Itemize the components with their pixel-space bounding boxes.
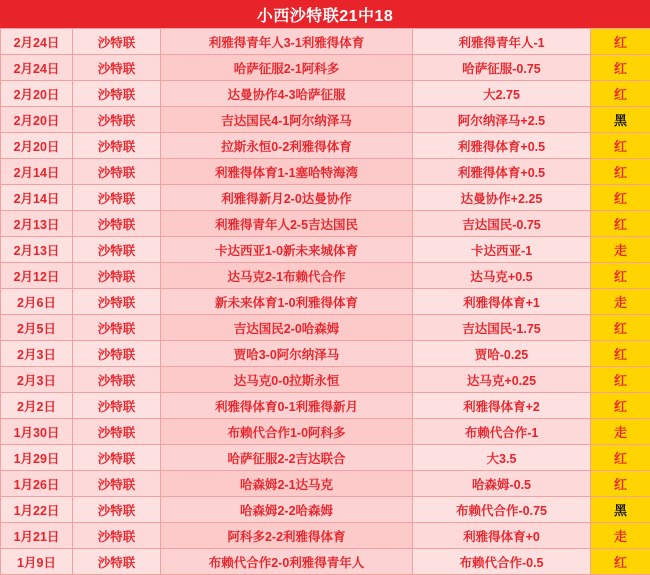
cell-date: 1月22日 (1, 497, 73, 523)
cell-league: 沙特联 (73, 237, 161, 263)
table-row (1, 133, 650, 159)
cell-league: 沙特联 (73, 393, 161, 419)
cell-handicap: 哈森姆-0.5 (413, 471, 591, 497)
cell-league: 沙特联 (73, 549, 161, 575)
cell-date: 2月3日 (1, 341, 73, 367)
status-badge: 红 (591, 133, 650, 159)
cell-match: 卡达西亚1-0新未来城体育 (161, 237, 413, 263)
cell-league: 沙特联 (73, 81, 161, 107)
cell-league: 沙特联 (73, 289, 161, 315)
cell-match: 利雅得体育1-1塞哈特海湾 (161, 159, 413, 185)
status-badge: 红 (591, 445, 650, 471)
table-row (1, 497, 650, 523)
cell-handicap: 布赖代合作-0.75 (413, 497, 591, 523)
table-row (1, 549, 650, 575)
status-badge: 走 (591, 419, 650, 445)
table-row (1, 445, 650, 471)
status-badge: 红 (591, 81, 650, 107)
cell-league: 沙特联 (73, 341, 161, 367)
cell-handicap: 阿尔纳泽马+2.5 (413, 107, 591, 133)
cell-match: 吉达国民2-0哈森姆 (161, 315, 413, 341)
table-body (1, 29, 650, 575)
cell-date: 2月20日 (1, 133, 73, 159)
cell-match: 哈森姆2-2哈森姆 (161, 497, 413, 523)
table-row (1, 29, 650, 55)
cell-handicap: 利雅得体育+0 (413, 523, 591, 549)
table-row (1, 289, 650, 315)
cell-match: 新未来体育1-0利雅得体育 (161, 289, 413, 315)
cell-handicap: 贾哈-0.25 (413, 341, 591, 367)
cell-date: 2月13日 (1, 211, 73, 237)
cell-match: 贾哈3-0阿尔纳泽马 (161, 341, 413, 367)
cell-match: 布赖代合作1-0阿科多 (161, 419, 413, 445)
cell-handicap: 达马克+0.25 (413, 367, 591, 393)
cell-match: 阿科多2-2利雅得体育 (161, 523, 413, 549)
table-row (1, 471, 650, 497)
table-row (1, 341, 650, 367)
table-row (1, 211, 650, 237)
cell-league: 沙特联 (73, 367, 161, 393)
status-badge: 红 (591, 263, 650, 289)
cell-league: 沙特联 (73, 159, 161, 185)
cell-match: 布赖代合作2-0利雅得青年人 (161, 549, 413, 575)
cell-date: 1月29日 (1, 445, 73, 471)
cell-handicap: 利雅得体育+1 (413, 289, 591, 315)
cell-date: 1月26日 (1, 471, 73, 497)
table-row (1, 315, 650, 341)
cell-match: 利雅得青年人3-1利雅得体育 (161, 29, 413, 55)
cell-date: 1月30日 (1, 419, 73, 445)
cell-date: 2月3日 (1, 367, 73, 393)
status-badge: 红 (591, 315, 650, 341)
status-badge: 红 (591, 29, 650, 55)
cell-match: 拉斯永恒0-2利雅得体育 (161, 133, 413, 159)
cell-date: 2月14日 (1, 159, 73, 185)
cell-league: 沙特联 (73, 107, 161, 133)
status-badge: 黑 (591, 107, 650, 133)
status-badge: 红 (591, 55, 650, 81)
table-row (1, 185, 650, 211)
cell-handicap: 哈萨征服-0.75 (413, 55, 591, 81)
cell-match: 利雅得青年人2-5吉达国民 (161, 211, 413, 237)
table-row (1, 419, 650, 445)
cell-handicap: 利雅得体育+0.5 (413, 133, 591, 159)
cell-date: 2月13日 (1, 237, 73, 263)
status-badge: 红 (591, 341, 650, 367)
cell-handicap: 卡达西亚-1 (413, 237, 591, 263)
status-badge: 红 (591, 471, 650, 497)
cell-match: 哈萨征服2-1阿科多 (161, 55, 413, 81)
cell-match: 哈萨征服2-2吉达联合 (161, 445, 413, 471)
status-badge: 红 (591, 549, 650, 575)
cell-date: 1月21日 (1, 523, 73, 549)
table-row (1, 237, 650, 263)
match-records-table (0, 28, 650, 575)
cell-handicap: 布赖代合作-0.5 (413, 549, 591, 575)
cell-match: 达马克2-1布赖代合作 (161, 263, 413, 289)
table-row (1, 81, 650, 107)
cell-handicap: 大3.5 (413, 445, 591, 471)
cell-league: 沙特联 (73, 471, 161, 497)
cell-handicap: 吉达国民-1.75 (413, 315, 591, 341)
cell-date: 2月5日 (1, 315, 73, 341)
table-row (1, 107, 650, 133)
table-row (1, 367, 650, 393)
cell-league: 沙特联 (73, 497, 161, 523)
status-badge: 走 (591, 523, 650, 549)
status-badge: 红 (591, 393, 650, 419)
status-badge: 红 (591, 185, 650, 211)
table-row (1, 393, 650, 419)
cell-league: 沙特联 (73, 55, 161, 81)
cell-date: 2月20日 (1, 107, 73, 133)
cell-handicap: 达马克+0.5 (413, 263, 591, 289)
cell-handicap: 利雅得青年人-1 (413, 29, 591, 55)
status-badge: 红 (591, 159, 650, 185)
cell-league: 沙特联 (73, 211, 161, 237)
cell-date: 2月24日 (1, 55, 73, 81)
cell-date: 2月6日 (1, 289, 73, 315)
cell-handicap: 达曼协作+2.25 (413, 185, 591, 211)
cell-match: 吉达国民4-1阿尔纳泽马 (161, 107, 413, 133)
cell-handicap: 吉达国民-0.75 (413, 211, 591, 237)
cell-match: 利雅得体育0-1利雅得新月 (161, 393, 413, 419)
table-row (1, 263, 650, 289)
status-badge: 黑 (591, 497, 650, 523)
cell-match: 达曼协作4-3哈萨征服 (161, 81, 413, 107)
cell-league: 沙特联 (73, 185, 161, 211)
cell-date: 2月20日 (1, 81, 73, 107)
cell-match: 利雅得新月2-0达曼协作 (161, 185, 413, 211)
cell-league: 沙特联 (73, 133, 161, 159)
cell-league: 沙特联 (73, 315, 161, 341)
table-row (1, 159, 650, 185)
cell-date: 1月9日 (1, 549, 73, 575)
cell-date: 2月24日 (1, 29, 73, 55)
cell-league: 沙特联 (73, 445, 161, 471)
cell-handicap: 利雅得体育+2 (413, 393, 591, 419)
table-row (1, 523, 650, 549)
cell-date: 2月12日 (1, 263, 73, 289)
cell-handicap: 布赖代合作-1 (413, 419, 591, 445)
status-badge: 红 (591, 367, 650, 393)
status-badge: 红 (591, 211, 650, 237)
cell-league: 沙特联 (73, 29, 161, 55)
cell-handicap: 利雅得体育+0.5 (413, 159, 591, 185)
status-badge: 走 (591, 289, 650, 315)
cell-league: 沙特联 (73, 419, 161, 445)
cell-handicap: 大2.75 (413, 81, 591, 107)
cell-match: 哈森姆2-1达马克 (161, 471, 413, 497)
cell-league: 沙特联 (73, 263, 161, 289)
cell-match: 达马克0-0拉斯永恒 (161, 367, 413, 393)
cell-league: 沙特联 (73, 523, 161, 549)
table-row (1, 55, 650, 81)
page-title: 小西沙特联21中18 (0, 0, 650, 28)
cell-date: 2月2日 (1, 393, 73, 419)
cell-date: 2月14日 (1, 185, 73, 211)
status-badge: 走 (591, 237, 650, 263)
